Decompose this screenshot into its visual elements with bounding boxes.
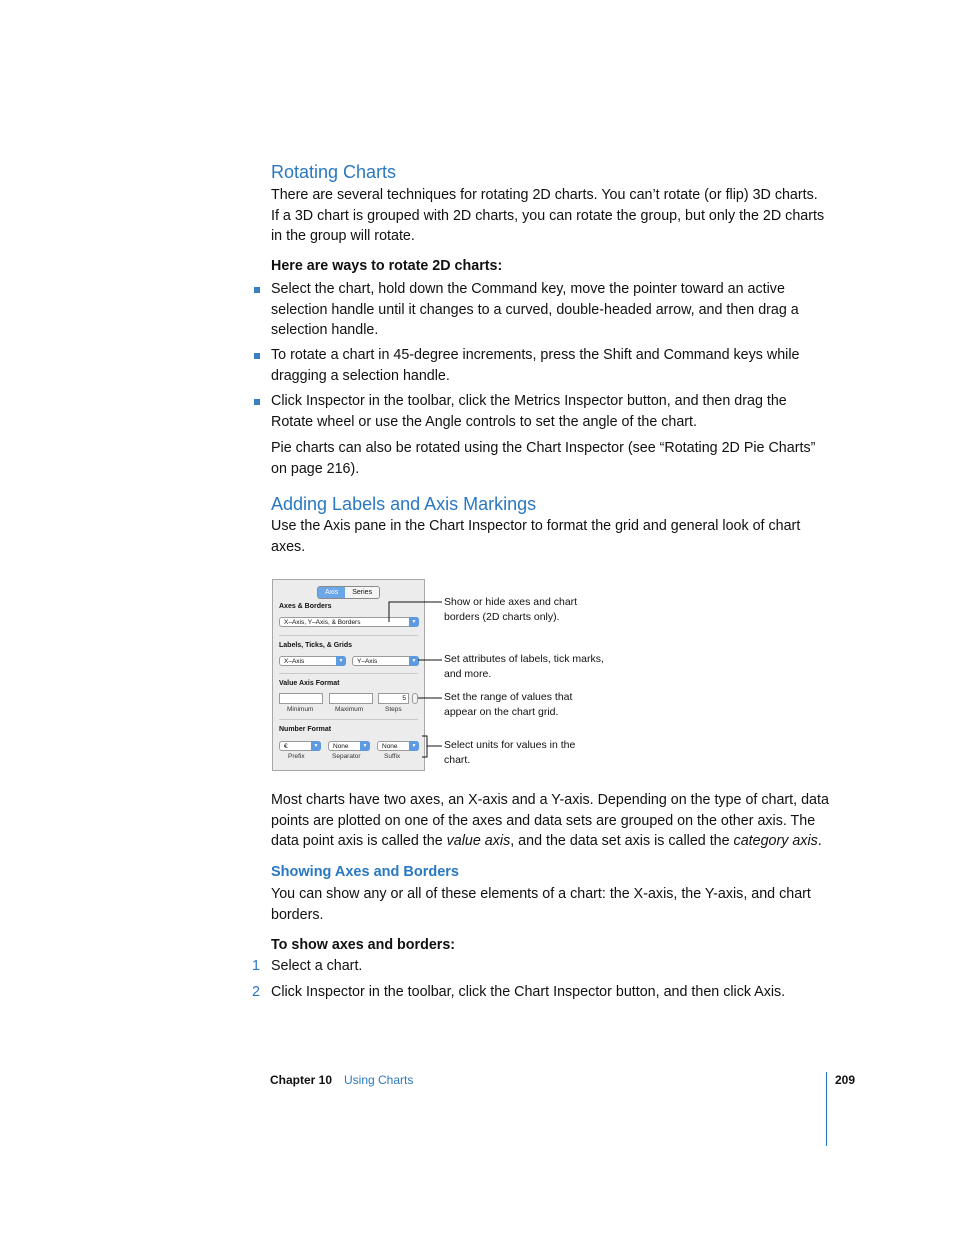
step-2-text: Click Inspector in the toolbar, click the Chart Inspector button, and then click Axis. <box>271 984 786 1000</box>
rotating-lead: Here are ways to rotate 2D charts: <box>271 258 503 274</box>
minimum-field[interactable] <box>279 693 323 704</box>
showing-lead: To show axes and borders: <box>271 937 456 953</box>
footer-chapter: Chapter 10 <box>270 1073 333 1087</box>
minimum-caption: Minimum <box>287 706 314 713</box>
leader-number-bracket <box>422 736 427 757</box>
prefix-caption: Prefix <box>288 753 305 760</box>
callout-value-range: Set the range of values that appear on the chart grid. <box>444 691 573 718</box>
axes-explanation-part1: Most charts have two axes, an X-axis and a Y-axis. Depending on the type of chart, data points are plotted on one of the axes and data sets are grouped on the other axis. The data point axis is called the <box>271 792 829 849</box>
axes-explanation-part2: , and the data set axis is called the <box>510 833 734 849</box>
chevron-down-icon: ▼ <box>336 656 346 666</box>
section-title-adding-labels: Adding Labels and Axis Markings <box>271 494 537 514</box>
value-axis-format-heading: Value Axis Format <box>279 680 340 687</box>
axes-explanation-part3: . <box>817 833 822 849</box>
inspector-tabs <box>317 586 380 599</box>
callout-labels: Set attributes of labels, tick marks, and more. <box>444 653 604 680</box>
axes-borders-heading: Axes & Borders <box>279 603 332 610</box>
term-category-axis: category axis <box>733 833 818 849</box>
maximum-caption: Maximum <box>335 706 364 713</box>
y-axis-select-value: Y–Axis <box>357 658 378 665</box>
step-number: 1 <box>252 958 260 974</box>
chevron-down-icon: ▼ <box>311 741 321 751</box>
steps-field[interactable]: 5 <box>378 693 409 704</box>
bullet-marker <box>254 399 260 405</box>
tab-series[interactable]: Series <box>345 587 379 598</box>
separator-caption: Separator <box>332 753 361 760</box>
footer-rule <box>826 1072 827 1146</box>
number-format-heading: Number Format <box>279 726 332 733</box>
chevron-down-icon: ▼ <box>409 617 419 627</box>
prefix-select[interactable] <box>279 741 321 751</box>
suffix-select-value: None <box>382 743 398 750</box>
tab-axis[interactable]: Axis <box>318 587 345 598</box>
step-1-text: Select a chart. <box>271 958 363 974</box>
labels-intro: Use the Axis pane in the Chart Inspector to format the grid and general look of chart axes. <box>271 518 801 555</box>
callout-leaders <box>380 595 446 765</box>
suffix-caption: Suffix <box>384 753 401 760</box>
term-value-axis: value axis <box>446 833 511 849</box>
x-axis-select-value: X–Axis <box>284 658 305 665</box>
prefix-select-value: € <box>284 743 288 750</box>
section-title-rotating-charts: Rotating Charts <box>271 162 397 182</box>
leader-axes <box>389 602 442 622</box>
rotating-bullet-2: To rotate a chart in 45-degree increments, press the Shift and Command keys while dragging a selection handle. <box>271 347 800 384</box>
x-axis-select[interactable] <box>279 656 346 666</box>
rotating-intro: There are several techniques for rotating 2D charts. You can’t rotate (or flip) 3D charts. If a 3D chart is grouped with 2D charts, you can rotate the group, but only the 2D charts in the group will rotate. <box>271 187 825 244</box>
showing-intro: You can show any or all of these elements of a chart: the X-axis, the Y-axis, and chart borders. <box>271 886 811 923</box>
chevron-down-icon: ▼ <box>409 656 419 666</box>
subsection-title-showing-axes: Showing Axes and Borders <box>271 864 459 880</box>
separator-select-value: None <box>333 743 349 750</box>
maximum-field[interactable] <box>329 693 373 704</box>
page-number: 209 <box>835 1073 856 1087</box>
axes-explanation <box>271 790 829 852</box>
separator-select[interactable] <box>328 741 370 751</box>
rotating-note: Pie charts can also be rotated using the Chart Inspector (see “Rotating 2D Pie Charts” on page 216). <box>271 440 816 477</box>
rotating-bullet-1: Select the chart, hold down the Command key, move the pointer toward an active selection handle until it changes to a curved, double-headed arrow, and then drag a selection handle. <box>271 281 799 338</box>
steps-caption: Steps <box>385 706 402 713</box>
step-number: 2 <box>252 984 260 1000</box>
callout-units: Select units for values in the chart. <box>444 739 576 766</box>
axes-borders-select-value: X–Axis, Y–Axis, & Borders <box>284 619 361 626</box>
bullet-marker <box>254 287 260 293</box>
chevron-down-icon: ▼ <box>360 741 370 751</box>
chevron-down-icon: ▼ <box>409 741 419 751</box>
callout-axes: Show or hide axes and chart borders (2D charts only). <box>444 596 578 623</box>
labels-ticks-heading: Labels, Ticks, & Grids <box>279 642 353 649</box>
rotating-bullet-3: Click Inspector in the toolbar, click the Metrics Inspector button, and then drag the Rotate wheel or use the Angle controls to set the angle of the chart. <box>271 393 787 430</box>
footer-chapter-link[interactable]: Using Charts <box>344 1073 414 1087</box>
bullet-marker <box>254 353 260 359</box>
